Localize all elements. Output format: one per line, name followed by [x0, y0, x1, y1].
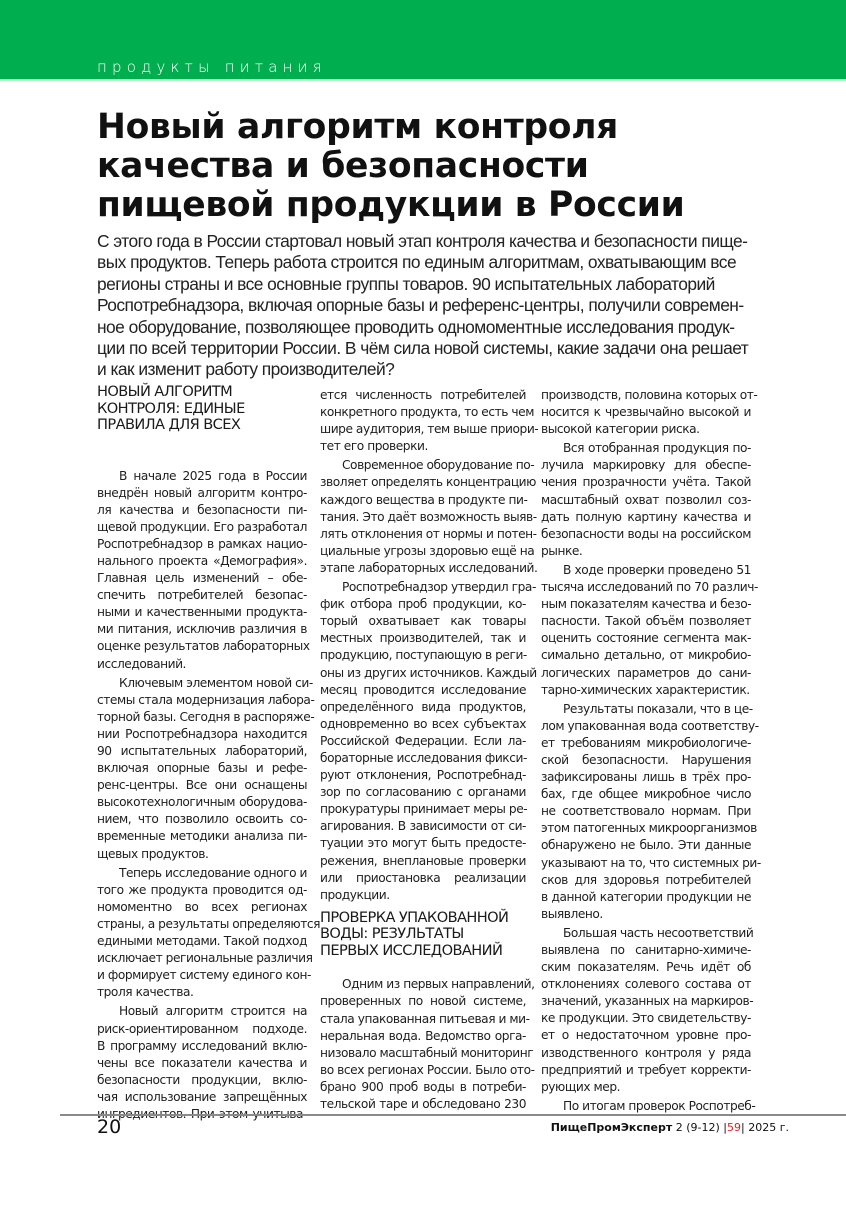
paragraph: [541, 1098, 756, 1115]
separator: |: [741, 1121, 745, 1134]
article-column-3: [541, 387, 761, 1115]
paragraph-line: временные методики анализа пи-: [97, 829, 307, 844]
paragraph-line: ным показателям качества и безо-: [541, 597, 752, 612]
paragraph-line: риск-ориентированном подходе.: [97, 1021, 307, 1036]
paragraph-line: оценке результатов лабораторных: [97, 639, 310, 654]
subhead-line: НОВЫЙ АЛГОРИТМ: [97, 383, 233, 400]
paragraph-line: отклонениях солевого состава от: [541, 977, 751, 992]
paragraph-line: Результаты показали, что в це-: [563, 701, 753, 716]
paragraph-line: зафиксированы лишь в трёх про-: [541, 770, 751, 785]
paragraph-line: щевых продуктов.: [97, 846, 209, 861]
paragraph-line: Главная цель изменений – обе-: [97, 571, 307, 586]
paragraph-line: тысяча исследований по 70 различ-: [541, 580, 758, 595]
publication-info: [551, 1121, 789, 1134]
paragraph-line: носится к чрезвычайно высокой и: [541, 405, 751, 420]
paragraph-line: того же продукта проводится од-: [97, 882, 307, 897]
paragraph-line: обнаружено не было. Эти данные: [541, 838, 751, 853]
lead-line: С этого года в России стартовал новый этап контроля качества и безопасности пище-: [97, 231, 748, 251]
paragraph-line: бах, где общее микробное число: [541, 787, 751, 802]
paragraph-line: ми питания, исключив различия в: [97, 622, 307, 637]
paragraph-line: тарно-химических характеристик.: [541, 682, 750, 697]
paragraph-line: торый охватывает как товары: [320, 614, 526, 629]
paragraph-line: чения прозрачности учёта. Такой: [541, 475, 751, 490]
paragraph-line: исключает региональные различия: [97, 951, 313, 966]
paragraph-line: конкретного продукта, то есть чем: [320, 405, 534, 420]
paragraph-line: По итогам проверок Роспотреб-: [563, 1098, 756, 1113]
article-lead: [97, 231, 747, 381]
paragraph: [320, 457, 538, 577]
paragraph-line: выявлено.: [541, 906, 603, 921]
title-line: пищевой продукции в России: [97, 185, 685, 225]
paragraph-line: ским показателям. Речь идёт об: [541, 960, 751, 975]
paragraph-line: дать полную картину качества и: [541, 509, 751, 524]
paragraph-line: указывают на то, что системных ри-: [541, 855, 761, 870]
paragraph-line: бораторные исследования фикси-: [320, 750, 527, 765]
paragraph: [541, 925, 754, 1096]
lead-line: вых продуктов. Теперь работа строится по единым алгоритмам, охватывающим все: [97, 252, 737, 273]
paragraph-line: оценить состояние сегмента мак-: [541, 631, 751, 646]
paragraph-line: включая опорные базы и рефе-: [97, 761, 307, 776]
paragraph-line: этапе лабораторных исследований.: [320, 560, 538, 575]
paragraph-line: ке продукции. Это свидетельству-: [541, 1011, 751, 1026]
paragraph-line: нального проекта «Демография».: [97, 553, 307, 568]
paragraph-line: лучила маркировку для обеспе-: [541, 458, 751, 473]
paragraph-line: В начале 2025 года в России: [119, 468, 307, 483]
paragraph-line: проверенных по новой системе,: [320, 994, 526, 1009]
paragraph-line: в данной категории продукции не: [541, 889, 751, 904]
lead-line: ции по всей территории России. В чём сила новой системы, какие задачи она решает: [97, 338, 749, 359]
paragraph-line: стемы стала модернизация лабора-: [97, 692, 315, 707]
paragraph-line: во всех регионах России. Было ото-: [320, 1062, 535, 1077]
paragraph: [97, 865, 320, 1002]
paragraph-line: щевой продукции. Его разработал: [97, 519, 307, 534]
issue-total: 59: [727, 1121, 741, 1134]
paragraph-line: Ключевым элементом новой си-: [119, 675, 313, 690]
paragraph-line: внедрён новый алгоритм контро-: [97, 485, 307, 500]
paragraph-line: нием, что позволило освоить со-: [97, 812, 307, 827]
paragraph-line: агирования. В зависимости от си-: [320, 819, 526, 834]
paragraph-line: ется численность потребителей: [320, 388, 526, 402]
paragraph-line: брано 900 проб воды в потреби-: [320, 1079, 526, 1094]
paragraph: [97, 675, 315, 863]
paragraph-line: Роспотребнадзор утвердил гра-: [342, 580, 536, 595]
paragraph-line: чены все показатели качества и: [97, 1055, 307, 1070]
paragraph-line: прокуратуры принимает меры ре-: [320, 802, 528, 817]
paragraph-line: тельской таре и обследовано 230: [320, 1096, 526, 1111]
paragraph-line: не соответствовало нормам. При: [541, 804, 751, 819]
lead-line: Роспотребнадзора, включая опорные базы и референс-центры, получили современ-: [97, 295, 744, 316]
paragraph-line: чая использование запрещённых: [97, 1089, 307, 1104]
separator: |: [723, 1121, 727, 1134]
paragraph-line: производств, половина которых от-: [541, 388, 758, 402]
paragraph-line: местных производителей, так и: [320, 631, 526, 646]
paragraph-line: нии Роспотребнадзора находится: [97, 726, 307, 741]
paragraph-line: выявлена по санитарно-химиче-: [541, 943, 751, 957]
paragraph-line: режения, внеплановые проверки: [320, 853, 526, 868]
lead-line: и как изменит работу производителей?: [97, 359, 395, 380]
paragraph-line: туации это могут быть предосте-: [320, 836, 526, 851]
paragraph-line: Современное оборудование по-: [342, 458, 535, 473]
issue-number: 2 (9-12): [675, 1121, 720, 1134]
paragraph-line: лять отклонения от нормы и потен-: [320, 526, 537, 541]
paragraph: [97, 468, 310, 673]
paragraph-line: Вся отобранная продукция по-: [563, 441, 751, 456]
paragraph-line: рынке.: [541, 543, 583, 558]
paragraph-line: низовало масштабный мониторинг: [320, 1045, 534, 1060]
article-title: [97, 108, 777, 225]
paragraph-line: ренс-центры. Все они оснащены: [97, 778, 307, 793]
paragraph-line: и формирует систему единого кон-: [97, 968, 311, 983]
paragraph-line: спечить потребителей безопас-: [97, 588, 307, 603]
paragraph-line: определённого вида продуктов,: [320, 699, 526, 714]
paragraph-line: номоментно во всех регионах: [97, 899, 307, 914]
section-header-band: [0, 0, 846, 81]
paragraph-line: Роспотребнадзор в рамках нацио-: [97, 536, 307, 551]
paragraph-line: продукцию, поступающую в реги-: [320, 648, 527, 663]
section-subhead: [97, 384, 307, 434]
paragraph: [541, 440, 751, 560]
paragraph-line: ет требованиям микробиологиче-: [541, 735, 751, 750]
paragraph: [541, 701, 761, 923]
paragraph-line: ля качества и безопасности пи-: [97, 502, 307, 517]
paragraph-line: 90 испытательных лабораторий,: [97, 744, 307, 758]
magazine-brand: ПищеПромЭксперт: [550, 1121, 673, 1134]
paragraph-line: этом патогенных микроорганизмов: [541, 821, 757, 836]
paragraph-line: безопасности продукции, вклю-: [97, 1072, 307, 1087]
paragraph-line: Большая часть несоответствий: [563, 925, 754, 940]
paragraph-line: ными и качественными продукта-: [97, 605, 307, 620]
paragraph: [541, 387, 758, 438]
paragraph-line: циальные угрозы здоровью ещё на: [320, 543, 535, 558]
paragraph-line: ской безопасности. Нарушения: [541, 752, 751, 767]
subhead-line: КОНТРОЛЯ: ЕДИНЫЕ: [97, 399, 245, 417]
title-line: Новый алгоритм контроля: [97, 107, 619, 147]
paragraph-line: Теперь исследование одного и: [119, 865, 307, 880]
section-label: продукты питания: [97, 58, 327, 76]
paragraph-line: безопасности воды на российском: [541, 526, 751, 541]
paragraph-line: торной базы. Сегодня в распоряже-: [97, 709, 315, 724]
paragraph-line: масштабный охват позволил соз-: [541, 492, 751, 507]
paragraph-line: рующих мер.: [541, 1079, 621, 1094]
subhead-line: ПРОВЕРКА УПАКОВАННОЙ: [320, 908, 509, 926]
paragraph-line: логических параметров до сани-: [541, 665, 751, 680]
paragraph-line: троля качества.: [97, 985, 194, 1000]
article-column-1: [97, 383, 320, 1123]
paragraph-line: шире аудитория, тем выше приори-: [320, 422, 539, 437]
paragraph-line: В ходе проверки проведено 51: [563, 562, 751, 577]
lead-line: ное оборудование, позволяющее проводить одномоментные исследования продук-: [97, 316, 735, 337]
paragraph-line: симально детально, от микробио-: [541, 648, 751, 663]
paragraph-line: зволяет определять концентрацию: [320, 475, 536, 490]
paragraph-line: руют отклонения, Роспотребнад-: [320, 768, 526, 783]
lead-line: регионы страны и все основные группы товаров. 90 испытательных лабораторий: [97, 273, 715, 294]
paragraph: [97, 1003, 307, 1123]
paragraph-line: неральная вода. Ведомство орга-: [320, 1028, 526, 1043]
paragraph-line: значений, указанных на маркиров-: [541, 994, 754, 1009]
paragraph-line: исследований.: [97, 656, 186, 671]
paragraph: [541, 562, 758, 699]
paragraph-line: тания. Это даёт возможность выяв-: [320, 509, 537, 524]
paragraph-line: высокой категории риска.: [541, 422, 700, 437]
paragraph-line: зор по согласованию с органами: [320, 785, 526, 800]
paragraph-line: оны из других источников. Каждый: [320, 665, 537, 680]
paragraph-line: едиными методами. Такой подход: [97, 934, 307, 949]
subhead-line: ПЕРВЫХ ИССЛЕДОВАНИЙ: [320, 941, 503, 959]
paragraph-line: месяц проводится исследование: [320, 682, 526, 697]
paragraph-line: каждого вещества в продукте пи-: [320, 492, 528, 507]
paragraph: [320, 976, 535, 1113]
paragraph-line: одновременно во всех субъектах: [320, 716, 526, 731]
footer-divider: [60, 1114, 846, 1116]
paragraph-line: Российской Федерации. Если ла-: [320, 733, 526, 748]
subhead-line: ВОДЫ: РЕЗУЛЬТАТЫ: [320, 925, 464, 943]
title-line: качества и безопасности: [97, 146, 589, 186]
subhead-line: ПРАВИЛА ДЛЯ ВСЕХ: [97, 416, 241, 433]
paragraph-line: Одним из первых направлений,: [342, 977, 535, 992]
paragraph-line: лом упакованная вода соответству-: [541, 718, 759, 733]
section-subhead: [320, 910, 526, 960]
paragraph-line: изводственного контроля у ряда: [541, 1045, 751, 1060]
paragraph: [320, 579, 537, 904]
paragraph-line: ет о недостаточном уровне про-: [541, 1028, 751, 1043]
paragraph-line: тет его проверки.: [320, 439, 428, 454]
article-column-2: [320, 387, 539, 1113]
paragraph-line: фик отбора проб продукции, ко-: [320, 597, 526, 612]
paragraph-line: сков для здоровья потребителей: [541, 872, 751, 887]
paragraph: [320, 387, 539, 455]
issue-year: 2025 г.: [748, 1121, 789, 1134]
paragraph-line: или приостановка реализации: [320, 870, 526, 885]
paragraph-line: страны, а результаты определяются: [97, 916, 320, 931]
paragraph-line: предприятий и требует корректи-: [541, 1062, 751, 1077]
paragraph-line: продукции.: [320, 887, 390, 902]
paragraph-line: Новый алгоритм строится на: [119, 1004, 307, 1019]
page-number: 20: [97, 1116, 122, 1138]
paragraph-line: высокотехнологичным оборудова-: [97, 795, 307, 810]
paragraph-line: В программу исследований вклю-: [97, 1038, 307, 1053]
paragraph-line: стала упакованная питьевая и ми-: [320, 1011, 530, 1026]
paragraph-line: пасности. Такой объём позволяет: [541, 614, 751, 629]
